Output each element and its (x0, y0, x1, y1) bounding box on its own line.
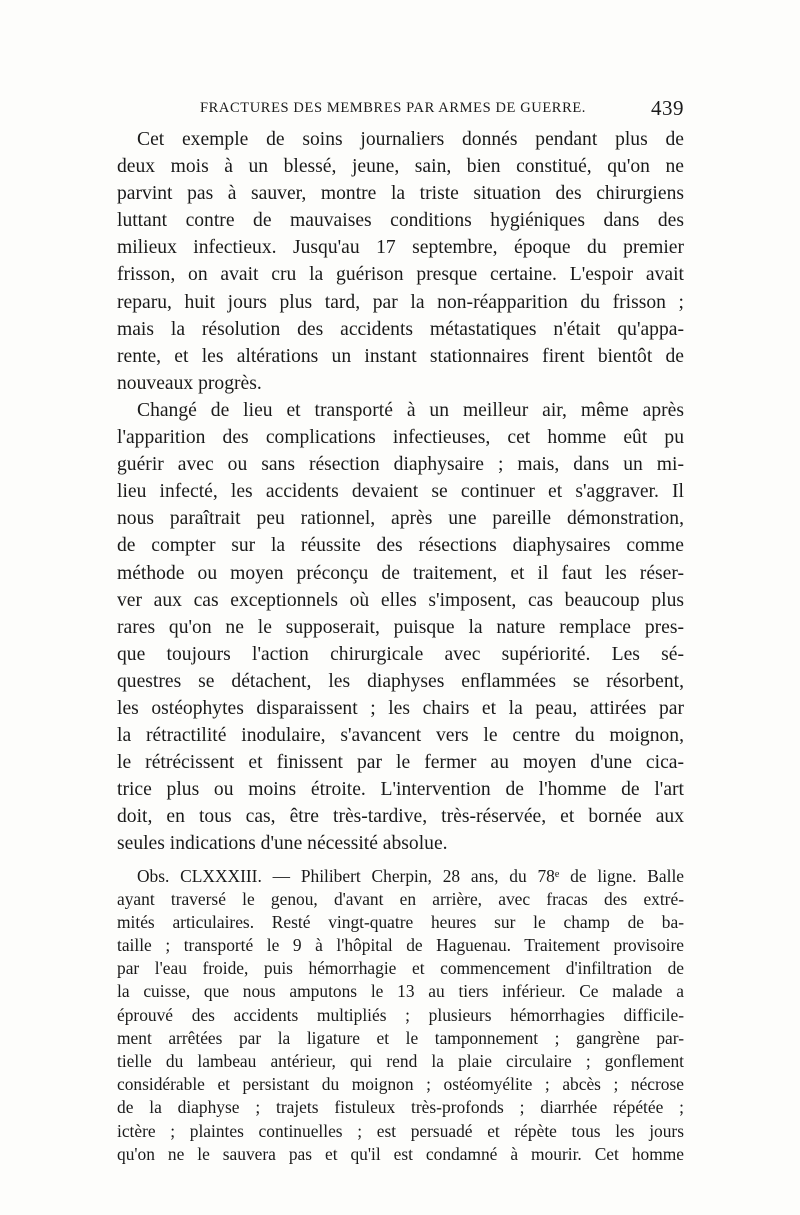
observation-line: Obs. CLXXXIII. — Philibert Cherpin, 28 ans, du 78ᵉ de ligne. Balle (137, 865, 684, 886)
text-line: le rétrécissent et finissent par le fermer au moyen d'une cica- (117, 752, 684, 774)
text-line: seules indications d'une nécessité absolue. (117, 833, 448, 855)
observation-line: mités articulaires. Resté vingt-quatre heures sur le champ de ba- (117, 911, 684, 932)
observation-note (117, 865, 684, 1166)
observation-line: ictère ; plaintes continuelles ; est persuadé et répète tous les jours (117, 1120, 684, 1141)
text-line: lieu infecté, les accidents devaient se continuer et s'aggraver. Il (117, 481, 684, 503)
text-line: questres se détachent, les diaphyses enflammées se résorbent, (117, 670, 684, 692)
text-line: la rétractilité inodulaire, s'avancent vers le centre du moignon, (117, 725, 684, 747)
observation-line: qu'on ne le sauvera pas et qu'il est condamné à mourir. Cet homme (117, 1143, 684, 1164)
observation-line: considérable et persistant du moignon ; ostéomyélite ; abcès ; nécrose (117, 1074, 684, 1095)
text-line: parvint pas à sauver, montre la triste situation des chirurgiens (117, 183, 684, 205)
text-line: nous paraîtrait peu rationnel, après une pareille démonstration, (117, 508, 684, 530)
text-line: de compter sur la réussite des résections diaphysaires comme (117, 535, 684, 557)
text-line: Cet exemple de soins journaliers donnés pendant plus de (137, 129, 684, 150)
observation-line: taille ; transporté le 9 à l'hôpital de Haguenau. Traitement provisoire (117, 935, 684, 956)
text-line: frisson, on avait cru la guérison presque certaine. L'espoir avait (117, 264, 684, 286)
observation-line: ayant traversé le genou, d'avant en arrière, avec fracas des extré- (117, 888, 684, 909)
text-line: ver aux cas exceptionnels où elles s'imposent, cas beaucoup plus (117, 589, 684, 611)
text-line: nouveaux progrès. (117, 372, 262, 394)
text-line: doit, en tous cas, être très-tardive, très-réservée, et bornée aux (117, 806, 684, 828)
text-line: l'apparition des complications infectieuses, cet homme eût pu (117, 427, 684, 449)
paragraph-2 (117, 397, 684, 858)
main-text (117, 126, 684, 1166)
running-title: FRACTURES DES MEMBRES PAR ARMES DE GUERRE. (200, 100, 587, 116)
text-line: Changé de lieu et transporté à un meilleur air, même après (137, 399, 684, 421)
text-line: luttant contre de mauvaises conditions hygiéniques dans des (117, 210, 684, 232)
observation-line: éprouvé des accidents multipliés ; plusieurs hémorrhagies difficile- (117, 1004, 684, 1025)
observation-line: ment arrêtées par la ligature et le tamponnement ; gangrène par- (117, 1027, 684, 1048)
text-line: rente, et les altérations un instant stationnaires firent bientôt de (117, 345, 684, 367)
observation-line: par l'eau froide, puis hémorrhagie et commencement d'infiltration de (117, 958, 684, 979)
text-line: que toujours l'action chirurgicale avec supériorité. Les sé- (117, 643, 684, 665)
text-line: les ostéophytes disparaissent ; les chairs et la peau, attirées par (117, 697, 684, 719)
text-line: reparu, huit jours plus tard, par la non-réapparition du frisson ; (117, 291, 684, 313)
page-number: 439 (651, 96, 684, 120)
observation-line: de la diaphyse ; trajets fistuleux très-profonds ; diarrhée répétée ; (117, 1097, 684, 1118)
text-line: guérir avec ou sans résection diaphysaire ; mais, dans un mi- (117, 454, 684, 476)
paragraph-1 (117, 126, 684, 397)
observation-line: la cuisse, que nous amputons le 13 au tiers inférieur. Ce malade a (117, 981, 684, 1002)
text-line: mais la résolution des accidents métastatiques n'était qu'appa- (117, 318, 684, 340)
text-line: deux mois à un blessé, jeune, sain, bien constitué, qu'on ne (117, 156, 684, 178)
text-line: trice plus ou moins étroite. L'intervention de l'homme de l'art (117, 779, 684, 801)
text-line: milieux infectieux. Jusqu'au 17 septembre, époque du premier (117, 237, 684, 259)
text-line: méthode ou moyen préconçu de traitement, et il faut les réser- (117, 562, 684, 584)
observation-line: tielle du lambeau antérieur, qui rend la plaie circulaire ; gonflement (117, 1051, 684, 1072)
text-line: rares qu'on ne le supposerait, puisque la nature remplace pres- (117, 616, 684, 638)
page-header (118, 96, 684, 122)
